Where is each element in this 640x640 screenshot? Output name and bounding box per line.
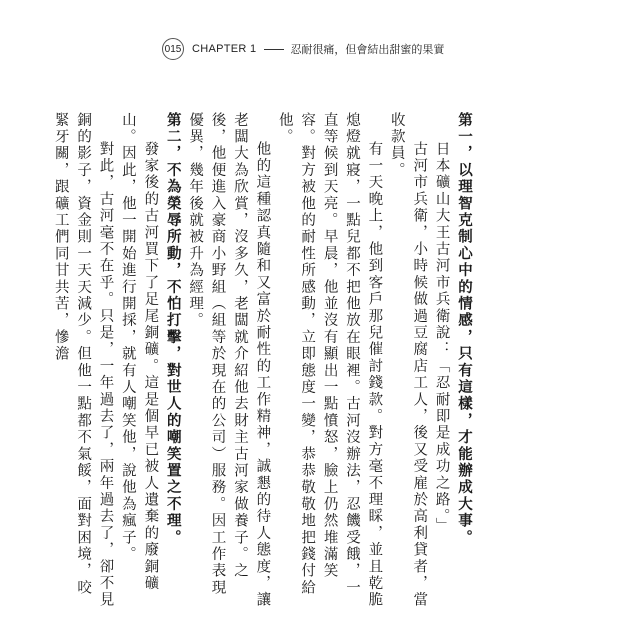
section-heading-1: 第一，以理智克制心中的情感，只有這樣，才能辦成大事。: [456, 112, 472, 547]
paragraph: 有一天晚上，他到客戶那兒催討錢款。對方毫不理睬，並且乾脆熄燈就寢，一點兒都不把他放在眼裡。古河沒辦法，忍饑受餓，一直等候到天亮。早晨，他並沒有顯出一點憤怒，臉上仍然堆滿笑容。對方被他的耐性所感動，立即態度一變，恭恭敬敬地把錢付給他。: [276, 112, 383, 609]
vertical-text-body: [52, 112, 475, 612]
paragraph: 古河市兵衛，小時候做過豆腐店工人，後又受雇於高利貸者，當收款員。: [388, 112, 428, 609]
header-divider: [264, 49, 284, 50]
section-heading-2: 第二，不為榮辱所動，不怕打擊，對世人的嘲笑置之不理。: [164, 112, 181, 547]
paragraph: 對此，古河毫不在乎。只是，一年過去了，兩年過去了，卻不見銅的影子，資金則一天天減少。但他一點都不氣餒，面對困境，咬緊牙關，跟礦工們同甘共苦，慘澹: [52, 112, 114, 609]
paragraph: 發家後的古河買下了足尾銅礦。這是個早已被人遺棄的廢銅礦山。因此，他一開始進行開採，就有人嘲笑他，說他為瘋子。: [119, 112, 159, 592]
page-number: 015: [162, 38, 184, 60]
chapter-label: CHAPTER 1: [192, 43, 257, 55]
paragraph-quote: 日本礦山大王古河市兵衛說：「忍耐即是成功之路。」: [433, 141, 450, 535]
chapter-title: 忍耐很痛，但會結出甜蜜的果實: [290, 43, 445, 56]
paragraph: 他的這種認真隨和又富於耐性的工作精神，誠懇的待人態度，讓老闆大為欣賞，沒多久，老闆就介紹他去財主古河家做養子。之後，他便進入豪商小野組（組等於現在的公司）服務。因工作表現優異，幾年後就被升為經理。: [187, 112, 271, 609]
page-header: [162, 38, 444, 60]
